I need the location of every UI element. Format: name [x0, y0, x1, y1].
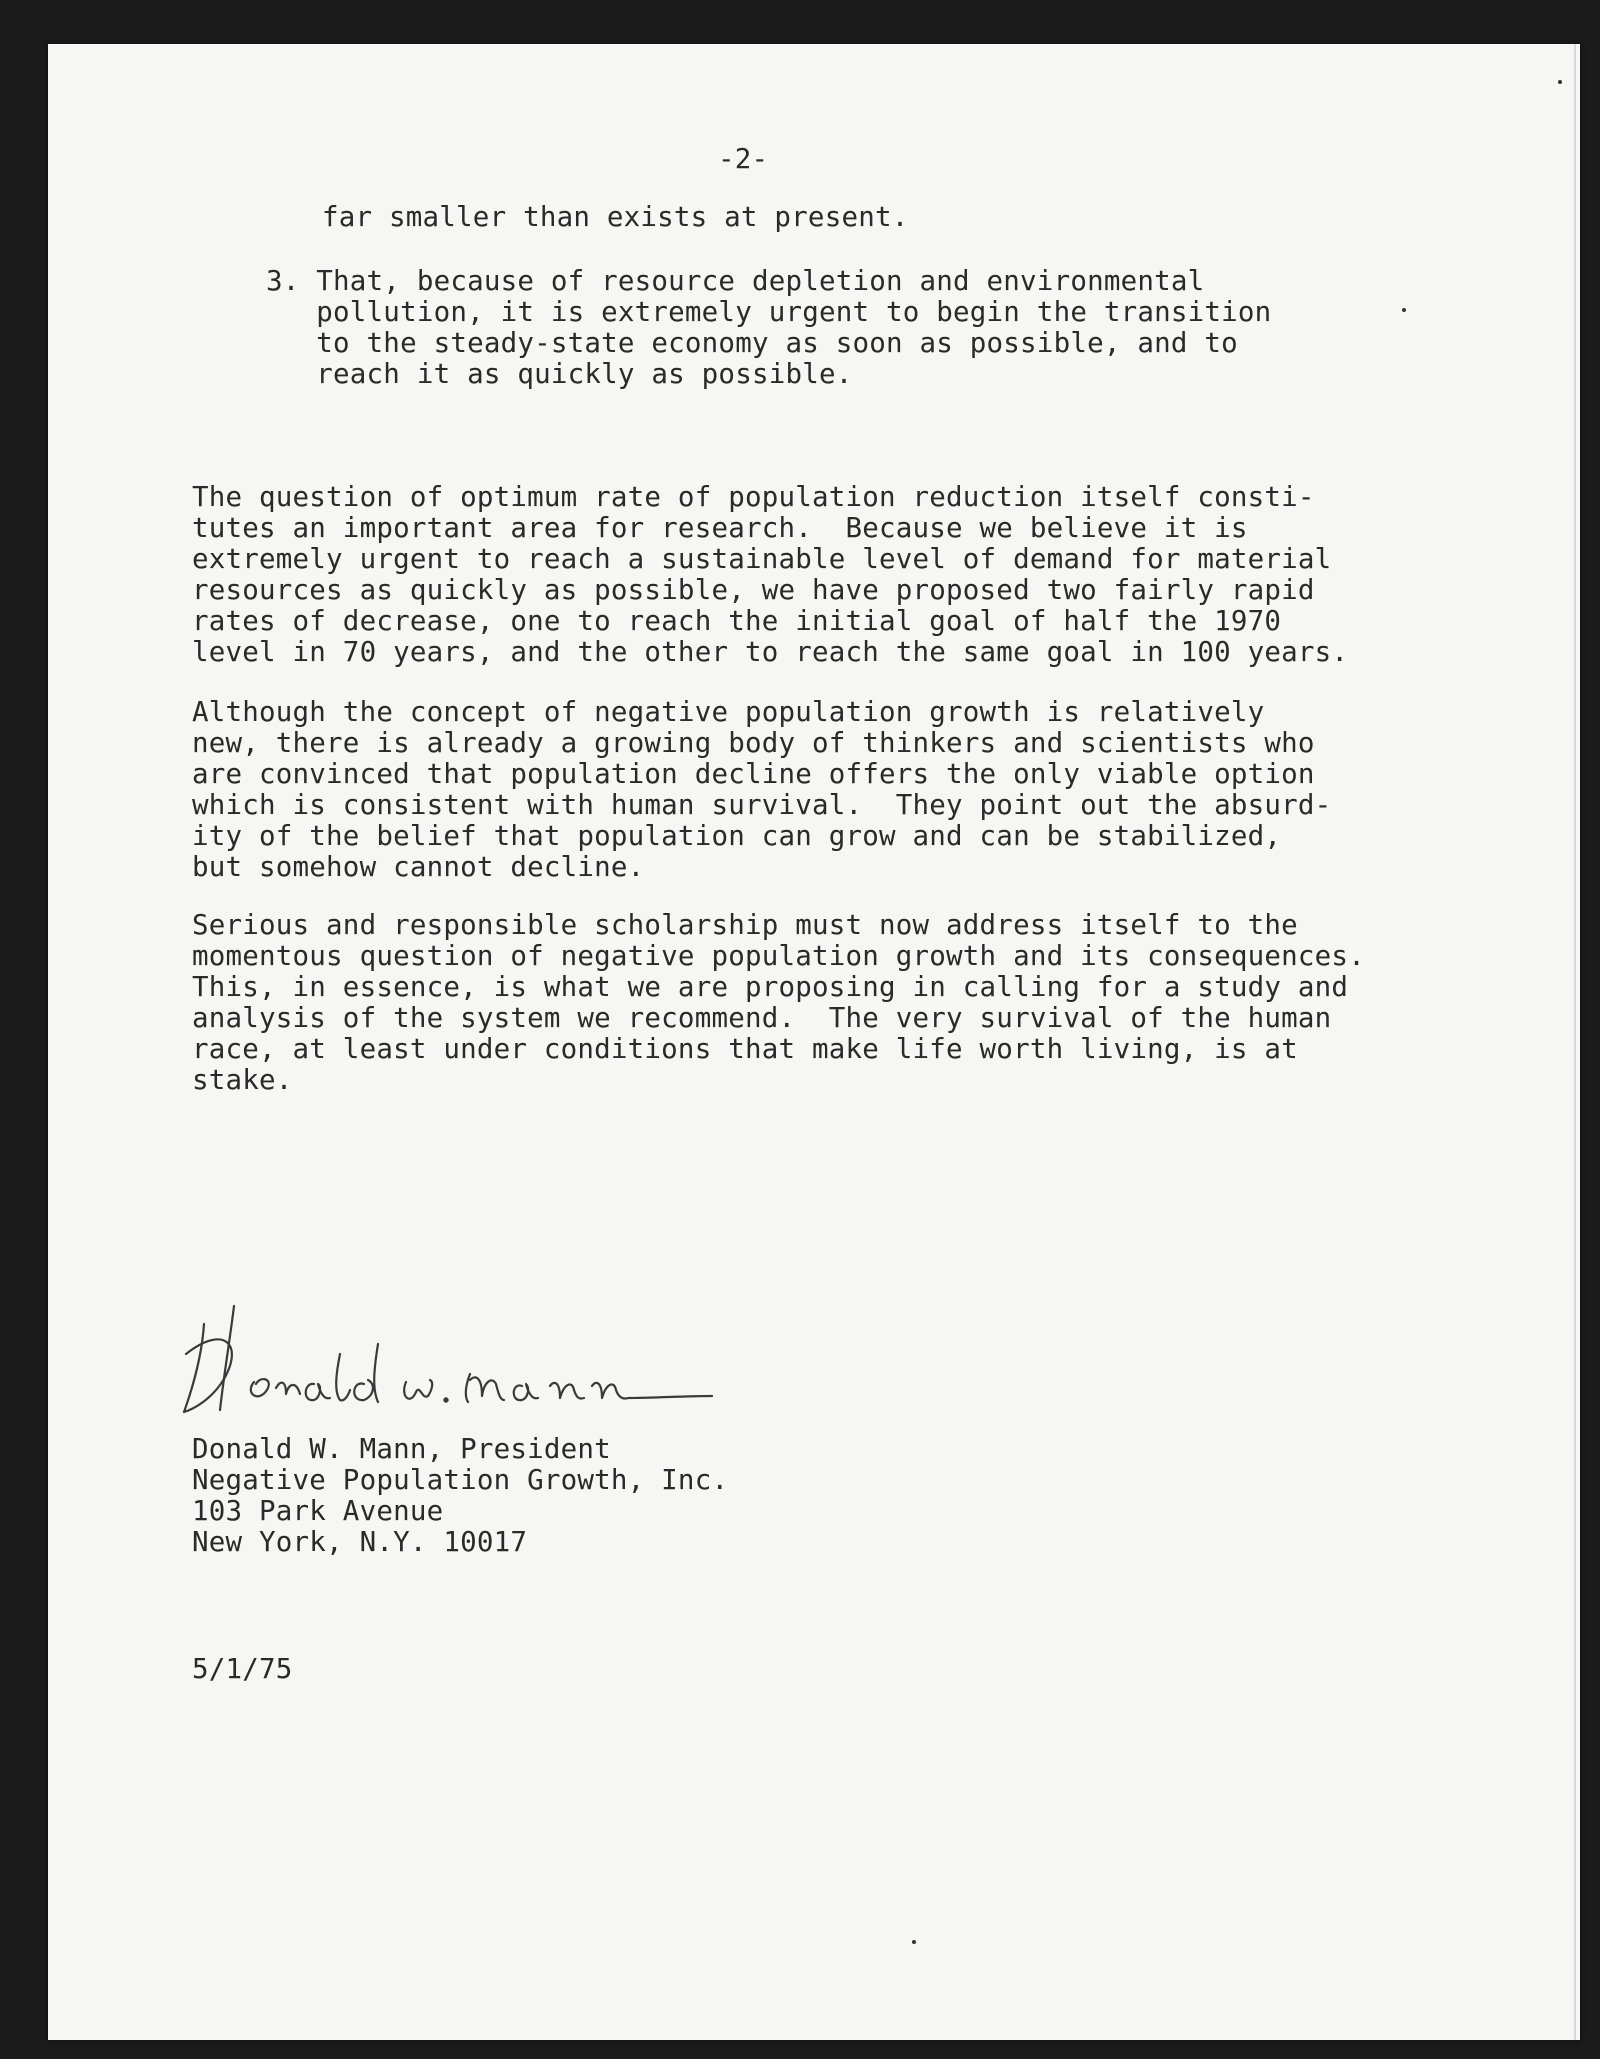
paragraph-line: Although the concept of negative population growth is relatively	[192, 696, 1265, 728]
document-date: 5/1/75	[192, 1653, 293, 1685]
paragraph-line: extremely urgent to reach a sustainable level of demand for material	[192, 543, 1332, 575]
paragraph-optimum-rate	[192, 482, 1348, 668]
signer-name-title: Donald W. Mann, President	[192, 1433, 611, 1465]
paper-speck	[1558, 80, 1562, 84]
paragraph-line: new, there is already a growing body of thinkers and scientists who	[192, 727, 1315, 759]
paragraph-line: tutes an important area for research. Because we believe it is	[192, 512, 1248, 544]
paragraph-line: resources as quickly as possible, we have proposed two fairly rapid	[192, 574, 1315, 606]
paragraph-line: The question of optimum rate of population reduction itself consti-	[192, 481, 1315, 513]
page-number: -2-	[718, 143, 769, 175]
paragraph-line: stake.	[192, 1064, 293, 1096]
continuation-line: far smaller than exists at present.	[322, 201, 909, 233]
handwritten-signature	[164, 1284, 724, 1434]
paragraph-scholarship	[192, 910, 1365, 1096]
document-page	[48, 44, 1580, 2040]
list-item-line: to the steady-state economy as soon as possible, and to	[316, 327, 1238, 359]
list-item-3	[266, 266, 1271, 390]
list-item-line: reach it as quickly as possible.	[316, 358, 853, 390]
paper-speck	[912, 1940, 916, 1944]
paragraph-line: This, in essence, is what we are proposing in calling for a study and	[192, 971, 1349, 1003]
page-edge	[1574, 44, 1576, 2040]
paragraph-line: level in 70 years, and the other to reach the same goal in 100 years.	[192, 636, 1349, 668]
signer-street: 103 Park Avenue	[192, 1495, 444, 1527]
list-item-line: pollution, it is extremely urgent to begin the transition	[316, 296, 1272, 328]
paragraph-negative-growth	[192, 697, 1331, 883]
signer-city: New York, N.Y. 10017	[192, 1526, 528, 1558]
paragraph-line: Serious and responsible scholarship must now address itself to the	[192, 909, 1298, 941]
signer-block	[192, 1434, 728, 1558]
paragraph-line: rates of decrease, one to reach the initial goal of half the 1970	[192, 605, 1282, 637]
paragraph-line: are convinced that population decline offers the only viable option	[192, 758, 1315, 790]
signer-organization: Negative Population Growth, Inc.	[192, 1464, 729, 1496]
paragraph-line: but somehow cannot decline.	[192, 851, 645, 883]
paragraph-line: ity of the belief that population can grow and can be stabilized,	[192, 820, 1282, 852]
paper-speck	[1402, 308, 1406, 312]
paragraph-line: which is consistent with human survival. They point out the absurd-	[192, 789, 1332, 821]
paragraph-line: race, at least under conditions that make life worth living, is at	[192, 1033, 1298, 1065]
list-item-number: 3.	[266, 265, 300, 297]
paragraph-line: momentous question of negative population growth and its consequences.	[192, 940, 1365, 972]
paragraph-line: analysis of the system we recommend. The very survival of the human	[192, 1002, 1332, 1034]
list-item-line: That, because of resource depletion and environmental	[316, 265, 1205, 297]
